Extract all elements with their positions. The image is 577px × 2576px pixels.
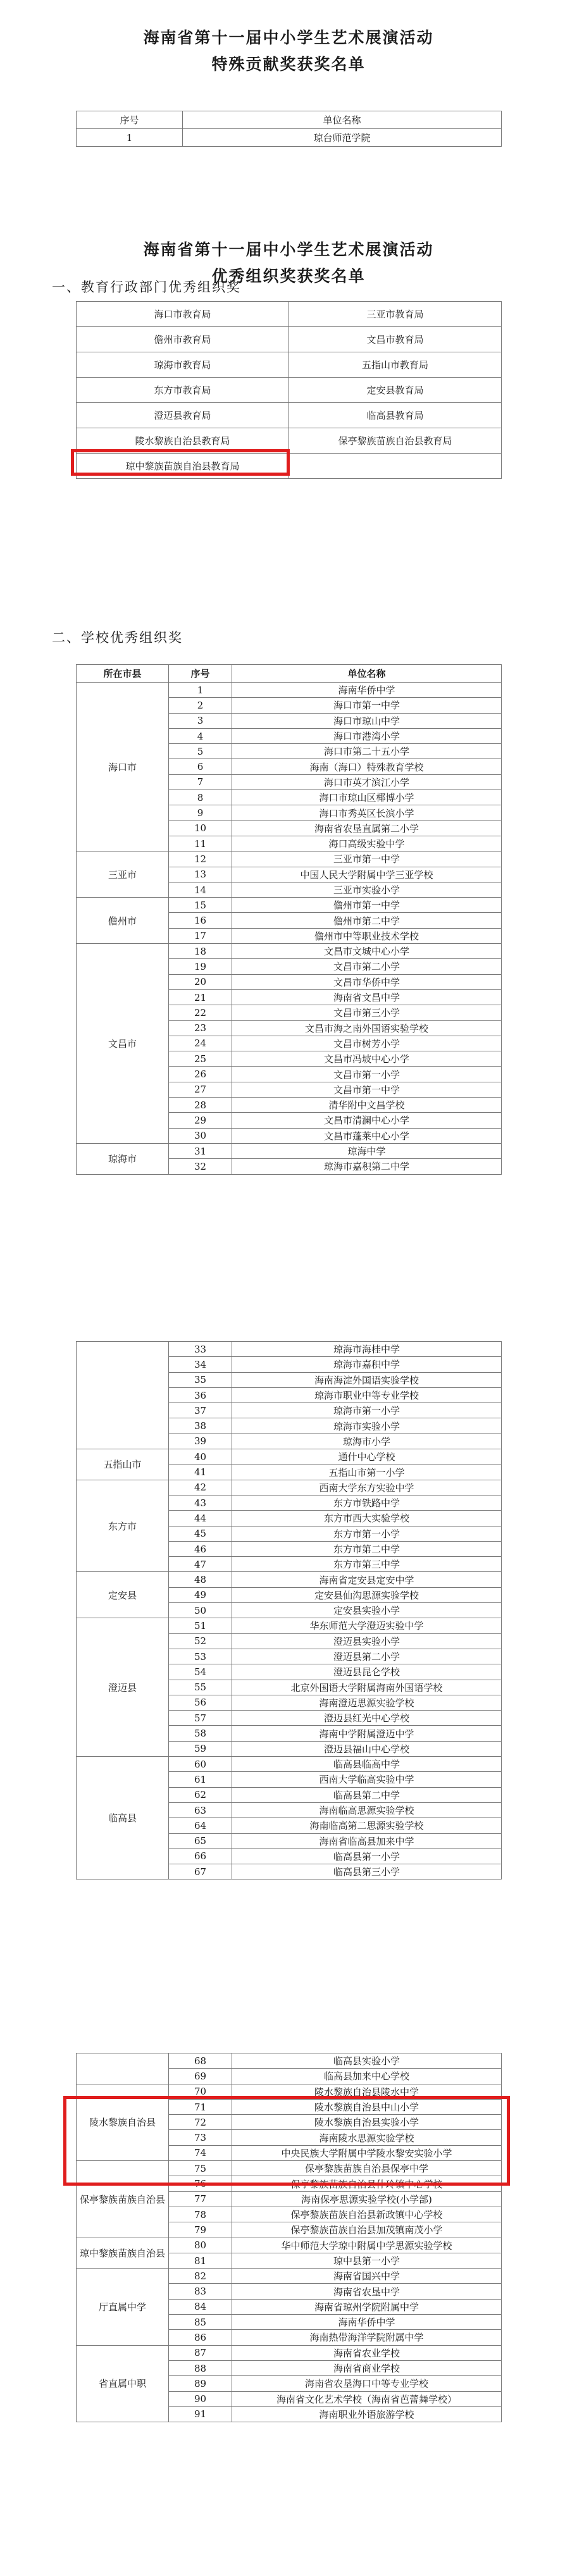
city-cell: 陵水黎族自治县: [77, 2084, 169, 2160]
row-no: 38: [169, 1418, 232, 1434]
row-no: 84: [169, 2299, 232, 2314]
row-unit: 华东师范大学澄迈实验中学: [232, 1618, 502, 1633]
row-no: 28: [169, 1098, 232, 1113]
row-no: 72: [169, 2115, 232, 2130]
row-no: 74: [169, 2145, 232, 2160]
row-unit: 海南华侨中学: [232, 2315, 502, 2330]
row-no: 11: [169, 836, 232, 851]
row-unit: 陵水黎族自治县陵水中学: [232, 2084, 502, 2099]
row-no: 24: [169, 1036, 232, 1051]
row-unit: 海南陵水思源实验学校: [232, 2130, 502, 2145]
table-row: [77, 683, 502, 698]
row-unit: 文昌市文城中心小学: [232, 944, 502, 959]
row-no: 75: [169, 2161, 232, 2176]
row-no: 45: [169, 1526, 232, 1541]
table-row: [77, 1480, 502, 1495]
admin-unit-right: 三亚市教育局: [289, 302, 502, 327]
row-no: 27: [169, 1082, 232, 1097]
row-no: 30: [169, 1128, 232, 1143]
table-row: [77, 2269, 502, 2284]
row-unit: 海南中学附属澄迈中学: [232, 1726, 502, 1741]
row-unit: 华中师范大学琼中附属中学思源实验学校: [232, 2238, 502, 2253]
row-unit: 海南省农垦直属第二小学: [232, 820, 502, 836]
city-cell: 定安县: [77, 1572, 169, 1618]
row-no: 33: [169, 1342, 232, 1357]
row-unit: 中央民族大学附属中学陵水黎安实验小学: [232, 2145, 502, 2160]
table-row: [77, 2238, 502, 2253]
row-unit: 澄迈县红光中心学校: [232, 1711, 502, 1726]
row-unit: 北京外国语大学附属海南外国语学校: [232, 1680, 502, 1695]
city-cell: 五指山市: [77, 1449, 169, 1480]
table-row: [77, 327, 502, 352]
admin-unit-right: 临高县教育局: [289, 403, 502, 428]
row-unit: 海南省文化艺术学校（海南省芭蕾舞学校）: [232, 2391, 502, 2406]
header-unit: 单位名称: [232, 665, 502, 683]
row-unit: 文昌市华侨中学: [232, 974, 502, 989]
row-unit: 东方市第一小学: [232, 1526, 502, 1541]
city-cell: 三亚市: [77, 851, 169, 898]
school-award-table-part1: [76, 664, 502, 1175]
row-no: 10: [169, 820, 232, 836]
row-no: 20: [169, 974, 232, 989]
row-unit: 海南保亭思源实验学校(小学部): [232, 2191, 502, 2207]
row-unit: 文昌市树芳小学: [232, 1036, 502, 1051]
row-no: 15: [169, 898, 232, 913]
row-unit: 海南省农业学校: [232, 2345, 502, 2360]
row-unit: 临高县第二中学: [232, 1787, 502, 1802]
row-unit: 海南热带海洋学院附属中学: [232, 2330, 502, 2345]
admin-unit-right: 定安县教育局: [289, 378, 502, 403]
header-no: 序号: [77, 111, 183, 129]
row-unit: 琼台师范学院: [183, 129, 502, 147]
row-unit: 琼海市第一小学: [232, 1403, 502, 1418]
admin-unit-left: 琼中黎族苗族自治县教育局: [77, 454, 289, 479]
row-unit: 五指山市第一小学: [232, 1464, 502, 1480]
table-row: [77, 1618, 502, 1633]
row-unit: 儋州市第一中学: [232, 898, 502, 913]
row-unit: 海南省文昌中学: [232, 989, 502, 1005]
row-no: 70: [169, 2084, 232, 2099]
admin-unit-left: 琼海市教育局: [77, 352, 289, 378]
row-no: 48: [169, 1572, 232, 1587]
school-award-table-part2: [76, 1341, 502, 1879]
table-row: [77, 1449, 502, 1464]
table-row: [77, 1757, 502, 1772]
city-cell: 琼中黎族苗族自治县: [77, 2238, 169, 2269]
row-no: 9: [169, 805, 232, 820]
row-unit: 文昌市清澜中心小学: [232, 1113, 502, 1128]
row-no: 52: [169, 1633, 232, 1649]
row-no: 88: [169, 2360, 232, 2375]
row-no: 85: [169, 2315, 232, 2330]
row-no: 32: [169, 1159, 232, 1174]
row-unit: 儋州市中等职业技术学校: [232, 928, 502, 943]
org-title-line2: 优秀组织奖获奖名单: [211, 267, 366, 285]
row-no: 25: [169, 1051, 232, 1067]
admin-unit-right: 五指山市教育局: [289, 352, 502, 378]
row-no: 57: [169, 1711, 232, 1726]
row-unit: 陵水黎族自治县中山小学: [232, 2099, 502, 2114]
row-no: 2: [169, 698, 232, 713]
row-no: 19: [169, 959, 232, 974]
admin-unit-left: 东方市教育局: [77, 378, 289, 403]
row-unit: 海南（海口）特殊教育学校: [232, 759, 502, 774]
row-no: 21: [169, 989, 232, 1005]
row-no: 36: [169, 1387, 232, 1403]
admin-unit-left: 儋州市教育局: [77, 327, 289, 352]
row-unit: 琼海市海桂中学: [232, 1342, 502, 1357]
row-no: 3: [169, 713, 232, 728]
row-no: 40: [169, 1449, 232, 1464]
admin-unit-right: [289, 454, 502, 479]
row-no: 61: [169, 1772, 232, 1787]
row-unit: 儋州市第二中学: [232, 913, 502, 928]
row-no: 63: [169, 1802, 232, 1817]
row-no: 78: [169, 2207, 232, 2222]
row-no: 18: [169, 944, 232, 959]
table-row: [77, 2345, 502, 2360]
row-no: 68: [169, 2053, 232, 2069]
row-unit: 临高县第三小学: [232, 1864, 502, 1879]
special-award-table: [76, 111, 502, 147]
row-unit: 临高县第一小学: [232, 1848, 502, 1864]
row-no: 71: [169, 2099, 232, 2114]
row-no: 87: [169, 2345, 232, 2360]
row-no: 58: [169, 1726, 232, 1741]
row-unit: 三亚市第一中学: [232, 851, 502, 867]
row-unit: 文昌市蓬莱中心小学: [232, 1128, 502, 1143]
row-unit: 通什中心学校: [232, 1449, 502, 1464]
row-no: 89: [169, 2376, 232, 2391]
table-row: [77, 1143, 502, 1158]
admin-unit-right: 文昌市教育局: [289, 327, 502, 352]
row-no: 82: [169, 2269, 232, 2284]
row-unit: 海南省定安县定安中学: [232, 1572, 502, 1587]
row-unit: 保亭黎族苗族自治县保亭中学: [232, 2161, 502, 2176]
row-no: 90: [169, 2391, 232, 2406]
row-no: 41: [169, 1464, 232, 1480]
city-cell: [77, 2053, 169, 2084]
row-no: 4: [169, 728, 232, 743]
row-unit: 三亚市实验小学: [232, 882, 502, 897]
city-cell: 琼海市: [77, 1143, 169, 1174]
row-unit: 临高县实验小学: [232, 2053, 502, 2069]
row-unit: 西南大学东方实验中学: [232, 1480, 502, 1495]
table-row: [77, 851, 502, 867]
row-unit: 陵水黎族自治县实验小学: [232, 2115, 502, 2130]
row-no: 53: [169, 1649, 232, 1664]
city-cell: 厅直属中学: [77, 2269, 169, 2345]
row-no: 62: [169, 1787, 232, 1802]
row-no: 46: [169, 1541, 232, 1556]
row-unit: 文昌市冯坡中心小学: [232, 1051, 502, 1067]
row-unit: 琼海中学: [232, 1143, 502, 1158]
row-no: 77: [169, 2191, 232, 2207]
row-unit: 海口市秀英区长滨小学: [232, 805, 502, 820]
row-unit: 清华附中文昌学校: [232, 1098, 502, 1113]
row-unit: 文昌市海之南外国语实验学校: [232, 1020, 502, 1036]
table-row: [77, 302, 502, 327]
row-no: 80: [169, 2238, 232, 2253]
row-unit: 海南省农垦海口中等专业学校: [232, 2376, 502, 2391]
table-row: [77, 378, 502, 403]
row-no: 51: [169, 1618, 232, 1633]
row-no: 7: [169, 774, 232, 790]
admin-unit-left: 海口市教育局: [77, 302, 289, 327]
row-unit: 海口市英才滨江小学: [232, 774, 502, 790]
row-no: 12: [169, 851, 232, 867]
table-row: [77, 129, 502, 147]
section-heading-school: 二、学校优秀组织奖: [52, 630, 183, 645]
row-unit: 海南海淀外国语实验学校: [232, 1372, 502, 1387]
row-unit: 琼海市职业中等专业学校: [232, 1387, 502, 1403]
table-row: [77, 898, 502, 913]
row-unit: 定安县仙沟思源实验学校: [232, 1587, 502, 1602]
row-unit: 海口市第一中学: [232, 698, 502, 713]
row-unit: 海南临高思源实验学校: [232, 1802, 502, 1817]
row-unit: 海南省国兴中学: [232, 2269, 502, 2284]
admin-award-table: [76, 301, 502, 479]
admin-unit-left: 陵水黎族自治县教育局: [77, 428, 289, 454]
row-no: 59: [169, 1741, 232, 1756]
row-no: 1: [169, 683, 232, 698]
row-no: 64: [169, 1818, 232, 1833]
row-no: 6: [169, 759, 232, 774]
row-no: 23: [169, 1020, 232, 1036]
row-no: 56: [169, 1695, 232, 1710]
table-row: [77, 454, 502, 479]
row-no: 54: [169, 1664, 232, 1680]
header-no: 序号: [169, 665, 232, 683]
row-unit: 海口市琼山中学: [232, 713, 502, 728]
city-cell: 省直属中职: [77, 2345, 169, 2422]
city-cell: 东方市: [77, 1480, 169, 1572]
row-no: 73: [169, 2130, 232, 2145]
admin-unit-right: 保亭黎族苗族自治县教育局: [289, 428, 502, 454]
row-no: 47: [169, 1557, 232, 1572]
row-no: 76: [169, 2176, 232, 2191]
school-award-table-part3: [76, 2053, 502, 2422]
row-unit: 海口高级实验中学: [232, 836, 502, 851]
row-unit: 海南省商业学校: [232, 2360, 502, 2375]
row-no: 83: [169, 2284, 232, 2299]
city-cell: [77, 1342, 169, 1449]
row-no: 55: [169, 1680, 232, 1695]
org-title-line1: 海南省第十一届中小学生艺术展演活动: [143, 240, 434, 259]
row-unit: 海南澄迈思源实验学校: [232, 1695, 502, 1710]
row-unit: 海南省琼州学院附属中学: [232, 2299, 502, 2314]
row-unit: 文昌市第一中学: [232, 1082, 502, 1097]
table-row: [77, 1572, 502, 1587]
table-row: [77, 2053, 502, 2069]
city-cell: 海口市: [77, 683, 169, 851]
row-no: 50: [169, 1603, 232, 1618]
row-unit: 海口市琼山区椰博小学: [232, 790, 502, 805]
row-unit: 海南华侨中学: [232, 683, 502, 698]
row-unit: 琼海市小学: [232, 1434, 502, 1449]
city-cell: 保亭黎族苗族自治县: [77, 2161, 169, 2238]
table-row: [77, 2084, 502, 2099]
city-cell: 澄迈县: [77, 1618, 169, 1757]
row-unit: 琼海市嘉积第二中学: [232, 1159, 502, 1174]
row-no: 35: [169, 1372, 232, 1387]
row-unit: 澄迈县昆仑学校: [232, 1664, 502, 1680]
row-no: 17: [169, 928, 232, 943]
row-unit: 保亭黎族苗族自治县新政镇中心学校: [232, 2207, 502, 2222]
row-unit: 文昌市第一小学: [232, 1067, 502, 1082]
row-no: 29: [169, 1113, 232, 1128]
row-no: 43: [169, 1495, 232, 1510]
row-unit: 中国人民大学附属中学三亚学校: [232, 867, 502, 882]
row-unit: 临高县临高中学: [232, 1757, 502, 1772]
row-unit: 海南省临高县加来中学: [232, 1833, 502, 1848]
row-unit: 琼海市嘉积中学: [232, 1357, 502, 1372]
row-unit: 文昌市第二小学: [232, 959, 502, 974]
row-no: 42: [169, 1480, 232, 1495]
table-row: [77, 428, 502, 454]
header-city: 所在市县: [77, 665, 169, 683]
row-no: 66: [169, 1848, 232, 1864]
row-no: 91: [169, 2406, 232, 2422]
row-unit: 临高县加来中心学校: [232, 2069, 502, 2084]
row-no: 49: [169, 1587, 232, 1602]
row-unit: 定安县实验小学: [232, 1603, 502, 1618]
row-no: 1: [77, 129, 183, 147]
table-row: [77, 2161, 502, 2176]
header-unit: 单位名称: [183, 111, 502, 129]
section-heading-admin: 一、教育行政部门优秀组织奖: [52, 280, 241, 295]
row-no: 22: [169, 1005, 232, 1020]
city-cell: 文昌市: [77, 944, 169, 1144]
row-no: 14: [169, 882, 232, 897]
row-unit: 琼海市实验小学: [232, 1418, 502, 1434]
row-no: 37: [169, 1403, 232, 1418]
row-no: 31: [169, 1143, 232, 1158]
table-header-row: [77, 665, 502, 683]
row-no: 39: [169, 1434, 232, 1449]
row-no: 81: [169, 2253, 232, 2268]
row-unit: 东方市第三中学: [232, 1557, 502, 1572]
row-no: 16: [169, 913, 232, 928]
table-header-row: [77, 111, 502, 129]
table-row: [77, 944, 502, 959]
row-no: 86: [169, 2330, 232, 2345]
row-unit: 海南职业外语旅游学校: [232, 2406, 502, 2422]
row-unit: 海口市港湾小学: [232, 728, 502, 743]
special-title-line2: 特殊贡献奖获奖名单: [211, 55, 366, 73]
row-no: 13: [169, 867, 232, 882]
row-unit: 海口市第二十五小学: [232, 744, 502, 759]
row-no: 60: [169, 1757, 232, 1772]
row-unit: 文昌市第三小学: [232, 1005, 502, 1020]
row-unit: 东方市铁路中学: [232, 1495, 502, 1510]
city-cell: 临高县: [77, 1757, 169, 1879]
row-no: 79: [169, 2222, 232, 2238]
row-unit: 西南大学临高实验中学: [232, 1772, 502, 1787]
table-row: [77, 1342, 502, 1357]
special-title-line1: 海南省第十一届中小学生艺术展演活动: [143, 28, 434, 47]
row-no: 5: [169, 744, 232, 759]
row-unit: 海南省农垦中学: [232, 2284, 502, 2299]
admin-unit-left: 澄迈县教育局: [77, 403, 289, 428]
row-no: 26: [169, 1067, 232, 1082]
table-row: [77, 403, 502, 428]
row-unit: 海南临高第二思源实验学校: [232, 1818, 502, 1833]
row-unit: 东方市第二中学: [232, 1541, 502, 1556]
row-unit: 澄迈县实验小学: [232, 1633, 502, 1649]
row-no: 44: [169, 1511, 232, 1526]
row-no: 8: [169, 790, 232, 805]
row-unit: 澄迈县第二小学: [232, 1649, 502, 1664]
row-unit: 澄迈县福山中心学校: [232, 1741, 502, 1756]
row-no: 67: [169, 1864, 232, 1879]
city-cell: 儋州市: [77, 898, 169, 944]
table-row: [77, 352, 502, 378]
row-unit: 东方市西大实验学校: [232, 1511, 502, 1526]
row-no: 65: [169, 1833, 232, 1848]
row-unit: 保亭黎族苗族自治县加茂镇南茂小学: [232, 2222, 502, 2238]
row-no: 34: [169, 1357, 232, 1372]
row-unit: 琼中县第一小学: [232, 2253, 502, 2268]
row-no: 69: [169, 2069, 232, 2084]
row-unit: 保亭黎族苗族自治县什玲镇中心学校: [232, 2176, 502, 2191]
